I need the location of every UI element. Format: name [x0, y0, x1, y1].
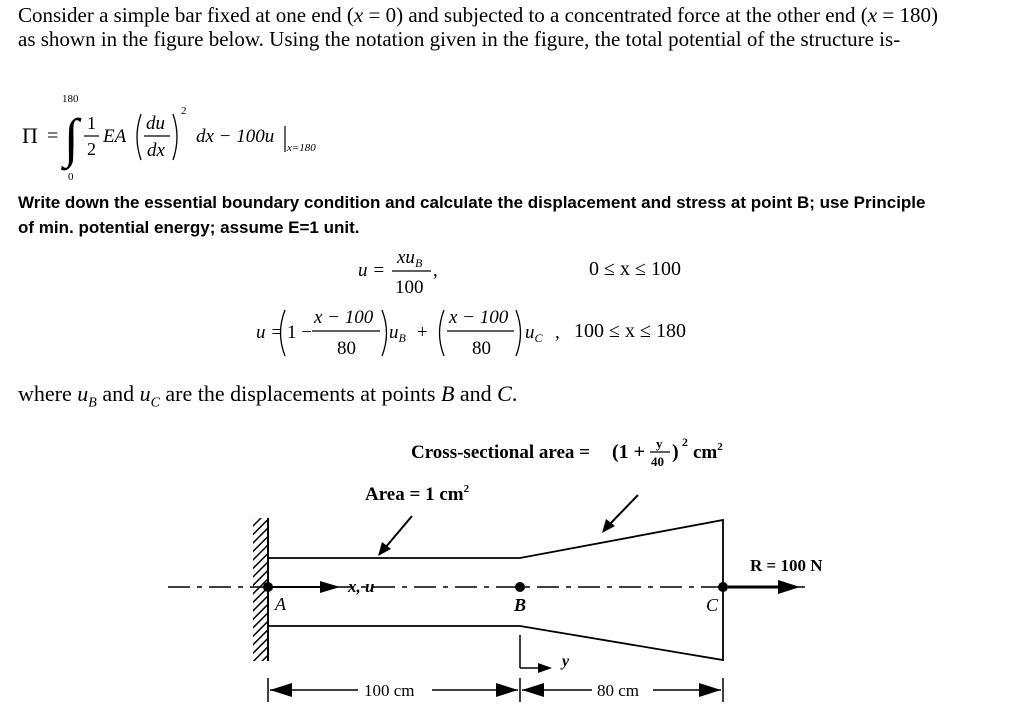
- point-a-dot: [263, 582, 273, 592]
- x-axis-arrow-head: [320, 581, 340, 593]
- eq1-numerator: $xu_B$: [397, 247, 423, 270]
- integral-sign: ∫: [64, 108, 79, 168]
- eq2-paren2-right: [516, 310, 521, 356]
- eq2-frac2-den: 80: [472, 338, 491, 359]
- point-c-dot: [718, 582, 728, 592]
- eq2-plus: +: [417, 322, 428, 343]
- half-denominator: 2: [87, 139, 96, 159]
- eq2-uc: $u_C$: [525, 322, 543, 345]
- force-label: R = 100 N: [750, 556, 823, 575]
- task-line-2: of min. potential energy; assume E=1 unit.: [18, 218, 360, 237]
- problem-line-1: Consider a simple bar fixed at one end (x = 0) and subjected to a concentrated force at the other end (x = 180): [18, 3, 938, 27]
- ea-term: EA: [103, 126, 127, 147]
- eq2-paren1-right: [382, 310, 387, 356]
- displacement-equations: [0, 245, 720, 370]
- point-c-label: C: [706, 595, 719, 615]
- eval-subscript: x=180: [287, 142, 316, 154]
- dim2-label: 80 cm: [597, 681, 640, 700]
- bar-outline: [268, 520, 723, 660]
- dim2-arrow-right: [699, 683, 721, 697]
- upper-limit: 180: [62, 93, 79, 105]
- potential-tail: dx − 100u: [196, 126, 275, 147]
- eq2-frac2-num: x − 100: [449, 307, 509, 328]
- eq2-paren2-left: [440, 310, 445, 356]
- cs-pointer: [609, 495, 638, 525]
- equals-sign: =: [47, 125, 59, 147]
- eq2-comma: ,: [555, 322, 560, 343]
- cs-y: y: [656, 436, 663, 451]
- cross-section-label: Cross-sectional area =: [411, 442, 590, 463]
- cs-40: 40: [651, 454, 664, 469]
- problem-line-2: as shown in the figure below. Using the notation given in the figure, the total potential of the structure is-: [18, 27, 901, 51]
- potential-equation: [0, 80, 360, 185]
- lower-limit: 0: [68, 171, 74, 183]
- eq1-lhs: u =: [358, 260, 386, 281]
- eq2-range: 100 ≤ x ≤ 180: [574, 320, 686, 342]
- right-paren: [173, 114, 177, 160]
- eq2-lhs: u =: [256, 322, 284, 343]
- area-pointer: [385, 516, 412, 548]
- du-numerator: du: [146, 113, 165, 134]
- axis-label: x, u: [348, 577, 375, 596]
- point-a-label: A: [275, 594, 286, 614]
- half-numerator: 1: [87, 113, 96, 133]
- point-b-label: B: [514, 595, 527, 615]
- power-two: 2: [181, 105, 187, 117]
- eq1-comma: ,: [433, 260, 438, 281]
- area-label: Area = 1 $cm^2$: [365, 483, 470, 505]
- cs-open: (1 +: [612, 441, 646, 463]
- pi-symbol: Π: [22, 123, 38, 148]
- y-label: y: [562, 653, 570, 670]
- eq2-frac1-num: x − 100: [314, 307, 374, 328]
- dim1-arrow-left: [270, 683, 292, 697]
- dim2-arrow-left: [522, 683, 544, 697]
- cs-close: ): [672, 441, 679, 463]
- eq1-denominator: 100: [395, 277, 424, 298]
- eq2-frac1-den: 80: [337, 338, 356, 359]
- cs-unit: $cm^2$: [693, 441, 723, 463]
- left-paren: [137, 114, 141, 160]
- eq2-one-minus: 1 −: [287, 322, 312, 343]
- bar-figure: [0, 430, 1024, 709]
- dx-denominator: dx: [147, 140, 165, 161]
- task-line-1: Write down the essential boundary condition and calculate the displacement and stress at point B; use Principle: [18, 193, 926, 212]
- cs-power: 2: [682, 435, 688, 449]
- eq2-ub: $u_B$: [389, 322, 406, 345]
- eq1-range: 0 ≤ x ≤ 100: [589, 258, 681, 280]
- where-line: where $u_B$ and $u_C$ are the displacements at points B and C.: [18, 381, 518, 411]
- force-arrow-head: [778, 580, 800, 594]
- point-b-dot: [515, 582, 525, 592]
- dim1-label: 100 cm: [364, 681, 415, 700]
- dim1-arrow-right: [496, 683, 518, 697]
- y-axis-arrow-head: [538, 663, 552, 673]
